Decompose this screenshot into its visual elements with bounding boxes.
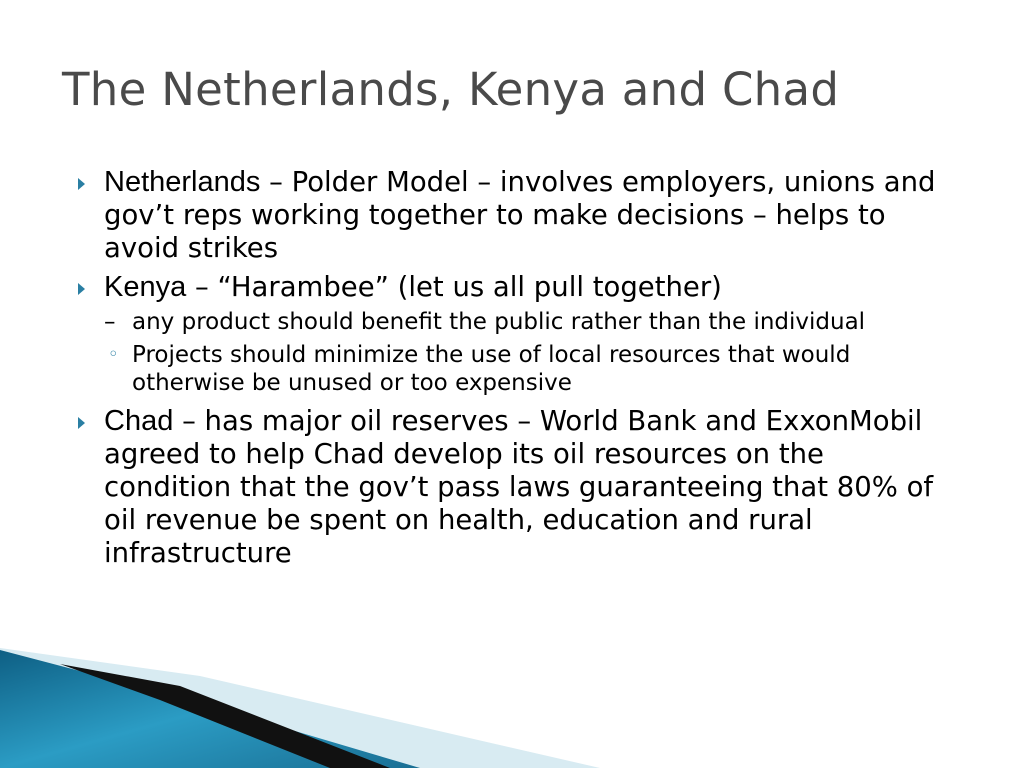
bullet-term: Netherlands	[104, 166, 261, 198]
bullet-kenya	[78, 271, 958, 304]
sub-bullet-public-benefit	[104, 308, 958, 336]
triangle-bullet-icon	[78, 283, 85, 295]
bullet-text: – Polder Model – involves employers, unions and gov’t reps working together to make decisions – helps to avoid strikes	[104, 166, 936, 264]
bullet-term: Chad	[104, 405, 174, 437]
bullet-text: – “Harambee” (let us all pull together)	[186, 271, 722, 303]
triangle-bullet-icon	[78, 417, 85, 429]
blue-swoosh-band	[0, 650, 420, 768]
bullet-chad	[78, 405, 958, 570]
dark-swoosh-line	[60, 664, 390, 768]
slide-body	[78, 166, 958, 576]
sub-bullet-text: Projects should minimize the use of local resources that would otherwise be unused or too expensive	[132, 342, 851, 396]
light-swoosh-band	[0, 648, 600, 768]
slide-title: The Netherlands, Kenya and Chad	[62, 63, 840, 116]
sub-bullet-text: any product should benefit the public rather than the individual	[132, 309, 866, 335]
triangle-bullet-icon	[78, 178, 85, 190]
sub-bullet-local-resources	[104, 341, 958, 397]
circle-bullet-icon: ◦	[108, 344, 119, 365]
bullet-netherlands	[78, 166, 958, 265]
bullet-text: – has major oil reserves – World Bank and ExxonMobil agreed to help Chad develop its oil resources on the condition that the gov’t pass laws guaranteeing that 80% of oil revenue be spent on health, education and rural infrastructure	[104, 405, 934, 569]
dash-marker: –	[104, 309, 116, 335]
bullet-term: Kenya	[104, 271, 187, 303]
